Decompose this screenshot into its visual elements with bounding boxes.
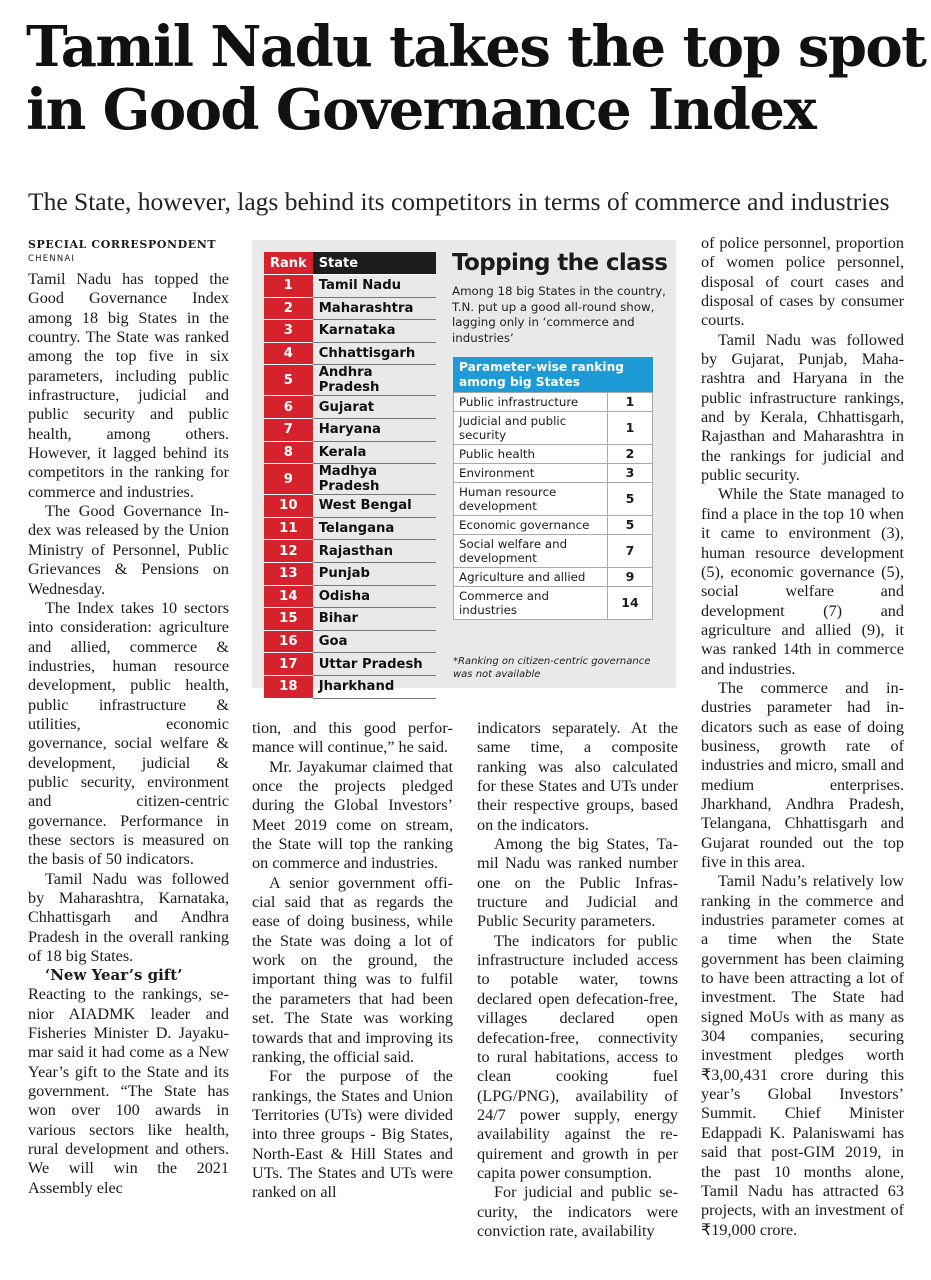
- state-name: Andhra Pradesh: [313, 365, 436, 396]
- parameter-name: Public infrastructure: [454, 393, 608, 412]
- parameter-name: Commerce and industries: [454, 587, 608, 620]
- parameter-rank: 3: [608, 464, 653, 483]
- rank-number: 3: [264, 320, 313, 343]
- dateline: CHENNAI: [28, 254, 76, 264]
- parameter-row: [454, 464, 653, 483]
- rank-table-header: [264, 252, 436, 275]
- parameter-rank: 1: [608, 393, 653, 412]
- rank-row: [264, 585, 436, 608]
- rank-number: 10: [264, 495, 313, 518]
- paragraph: A senior government official said that as regards the ease of doing business, while the State was doing a lot of work on the ground, the important thing was to fulfil the parameters that had been set. The State was working towards that and improving its ranking, the official said.: [252, 873, 453, 1066]
- parameter-rank: 14: [608, 587, 653, 620]
- rank-number: 9: [264, 464, 313, 495]
- parameter-row: [454, 445, 653, 464]
- rank-number: 15: [264, 608, 313, 631]
- parameter-row: [454, 587, 653, 620]
- parameter-name: Human resource development: [454, 483, 608, 516]
- rank-row: [264, 562, 436, 585]
- parameter-rank: 5: [608, 483, 653, 516]
- state-name: Tamil Nadu: [313, 275, 436, 298]
- state-name: Chhattisgarh: [313, 342, 436, 365]
- paragraph: tion, and this good performance will continue,” he said.: [252, 719, 453, 757]
- state-name: Odisha: [313, 585, 436, 608]
- state-name: Maharashtra: [313, 297, 436, 320]
- rank-row: [264, 365, 436, 396]
- rank-row: [264, 297, 436, 320]
- parameter-rank: 1: [608, 412, 653, 445]
- state-name: Punjab: [313, 562, 436, 585]
- rank-number: 11: [264, 517, 313, 540]
- rank-row: [264, 517, 436, 540]
- paragraph: The Good Governance Index was released by the Union Ministry of Personnel, Public Grievances & Pensions on Wednesday.: [28, 502, 229, 598]
- rank-row: [264, 540, 436, 563]
- parameter-table-heading: Parameter-wise ranking among big States: [453, 357, 653, 394]
- state-column-header: State: [313, 252, 436, 275]
- paragraph: Tamil Nadu’s relatively low ranking in the commerce and industries parameter comes at a time when the State government has been claiming to have been attracting a lot of investment. The State had signed MoUs with as many as 304 companies, securing investment pledges worth ₹3,00,431 crore during this year’s Global Investors’ Summit. Chief Minister Edappadi K. Palaniswami has said that post-GIM 2019, in the past 10 months alone, Tamil Nadu has attracted 63 projects, with an investment of ₹19,000 crore.: [701, 872, 904, 1239]
- rank-number: 14: [264, 585, 313, 608]
- rank-number: 4: [264, 342, 313, 365]
- state-name: Uttar Pradesh: [313, 653, 436, 676]
- rank-number: 18: [264, 675, 313, 698]
- paragraph: The commerce and industries parameter had indicators such as ease of doing business, growth rate of industries and micro, small and medium enterprises. Jharkhand, Andhra Pradesh, Telangana, Chhattisgarh and Gujarat rounded out the top five in this area.: [701, 678, 904, 871]
- parameter-rank: 7: [608, 535, 653, 568]
- headline-line-2: in Good Governance Index: [26, 77, 816, 143]
- parameter-name: Public health: [454, 445, 608, 464]
- paragraph: While the State managed to find a place in the top 10 when it came to environment (3), human resource development (5), economic governance (5), social welfare and development (7) and agriculture and allied (9), it was ranked 14th in commerce and industries.: [701, 485, 904, 678]
- rank-number: 17: [264, 653, 313, 676]
- rank-row: [264, 630, 436, 653]
- rank-row: [264, 464, 436, 495]
- parameter-rank: 5: [608, 516, 653, 535]
- headline: [26, 14, 926, 143]
- parameter-name: Economic governance: [454, 516, 608, 535]
- paragraph: Mr. Jayakumar claimed that once the projects pledged during the Global Investors’ Meet 2019 come on stream, the State will top the ranking on commerce and industries.: [252, 757, 453, 873]
- infobox-footnote: *Ranking on citizen-centric governance was not available: [453, 656, 651, 680]
- rank-row: [264, 342, 436, 365]
- rank-table: [264, 252, 436, 699]
- paragraph: Reacting to the rankings, senior AIADMK leader and Fisheries Minister D. Jayakumar said it had come as a New Year’s gift to the State and its government. “The State has won over 100 awards in various sectors like health, rural development and others. We will win the 2021 Assembly elec: [28, 985, 229, 1197]
- rank-number: 13: [264, 562, 313, 585]
- state-name: Bihar: [313, 608, 436, 631]
- parameter-row: [454, 393, 653, 412]
- rank-row: [264, 320, 436, 343]
- rank-number: 16: [264, 630, 313, 653]
- topping-the-class-infobox: [252, 240, 676, 695]
- paragraph: Tamil Nadu has topped the Good Governance Index among 18 big States in the country. The State was ranked among the top five in six parameters, including public infrastructure, judicial and public security and public health, among others. However, it lagged behind its competitors in the ranking for commerce and industries.: [28, 270, 229, 501]
- rank-number: 12: [264, 540, 313, 563]
- state-name: Goa: [313, 630, 436, 653]
- state-name: Jharkhand: [313, 675, 436, 698]
- parameter-row: [454, 535, 653, 568]
- rank-number: 7: [264, 418, 313, 441]
- rank-row: [264, 418, 436, 441]
- parameter-row: [454, 568, 653, 587]
- rank-row: [264, 675, 436, 698]
- paragraph: For judicial and public security, the indicators were conviction rate, availability: [477, 1183, 678, 1240]
- state-name: Haryana: [313, 418, 436, 441]
- rank-row: [264, 495, 436, 518]
- parameter-name: Social welfare and development: [454, 535, 608, 568]
- paragraph: The indicators for public infrastructure included access to potable water, towns declared open defecation-free, villages declared open defecation-free, connectivity to rural habitations, access to clean cooking fuel (LPG/PNG), availability of 24/7 power supply, energy availability against the requirement and growth in per capita power consumption.: [477, 931, 678, 1182]
- column-2: [252, 719, 453, 1203]
- paragraph: indicators separately. At the same time, a composite ranking was also calculated for these States and UTs under their respective groups, based on the indicators.: [477, 719, 678, 834]
- rank-row: [264, 275, 436, 298]
- parameter-table: [453, 392, 653, 620]
- paragraph: Tamil Nadu was followed by Maharashtra, Karnataka, Chhattisgarh and Andhra Pradesh in the overall ranking of 18 big States.: [28, 869, 229, 966]
- parameter-row: [454, 483, 653, 516]
- state-name: Karnataka: [313, 320, 436, 343]
- deck: The State, however, lags behind its competitors in terms of commerce and industries: [28, 187, 890, 216]
- rank-row: [264, 396, 436, 419]
- infobox-title: Topping the class: [452, 250, 668, 276]
- state-name: Madhya Pradesh: [313, 464, 436, 495]
- paragraph: Among the big States, Tamil Nadu was ranked number one on the Public Infrastructure and Judicial and Public Security parameters.: [477, 835, 678, 931]
- paragraph: The Index takes 10 sectors into consideration: agriculture and allied, commerce & industries, human resource development, public health, public infrastructure & utilities, economic governance, social welfare & development, judicial & public security, environment and citizen-centric governance. Performance in these sectors is measured on the basis of 50 indicators.: [28, 598, 229, 869]
- subheading: ‘New Year’s gift’: [45, 966, 183, 985]
- parameter-rank: 9: [608, 568, 653, 587]
- rank-number: 2: [264, 297, 313, 320]
- rank-row: [264, 653, 436, 676]
- parameter-row: [454, 412, 653, 445]
- state-name: Telangana: [313, 517, 436, 540]
- state-name: Kerala: [313, 441, 436, 464]
- column-1: [28, 236, 229, 1198]
- rank-row: [264, 608, 436, 631]
- byline: SPECIAL CORRESPONDENT: [28, 238, 217, 251]
- rank-number: 8: [264, 441, 313, 464]
- parameter-name: Environment: [454, 464, 608, 483]
- parameter-rank: 2: [608, 445, 653, 464]
- rank-column-header: Rank: [264, 252, 313, 275]
- rank-number: 6: [264, 396, 313, 419]
- column-4: [701, 234, 904, 1240]
- parameter-name: Judicial and public security: [454, 412, 608, 445]
- paragraph: For the purpose of the rankings, the States and Union Territories (UTs) were divided into three groups - Big States, North-East & Hill States and UTs. The States and UTs were ranked on all: [252, 1067, 453, 1202]
- state-name: West Bengal: [313, 495, 436, 518]
- parameter-row: [454, 516, 653, 535]
- rank-number: 1: [264, 275, 313, 298]
- state-name: Rajasthan: [313, 540, 436, 563]
- rank-number: 5: [264, 365, 313, 396]
- rank-row: [264, 441, 436, 464]
- paragraph: of police personnel, proportion of women police personnel, disposal of court cases and disposal of cases by consumer courts.: [701, 234, 904, 330]
- paragraph: Tamil Nadu was followed by Gujarat, Punjab, Maharashtra and Haryana in the public infrastructure rankings, and by Kerala, Chhattisgarh, Rajasthan and Maharashtra in the rankings for judicial and public security.: [701, 330, 904, 485]
- column-3: [477, 719, 678, 1241]
- state-name: Gujarat: [313, 396, 436, 419]
- parameter-name: Agriculture and allied: [454, 568, 608, 587]
- infobox-intro: Among 18 big States in the country, T.N. put up a good all-round show, lagging only in ‘commerce and industries’: [452, 284, 666, 345]
- headline-line-1: Tamil Nadu takes the top spot: [26, 14, 926, 80]
